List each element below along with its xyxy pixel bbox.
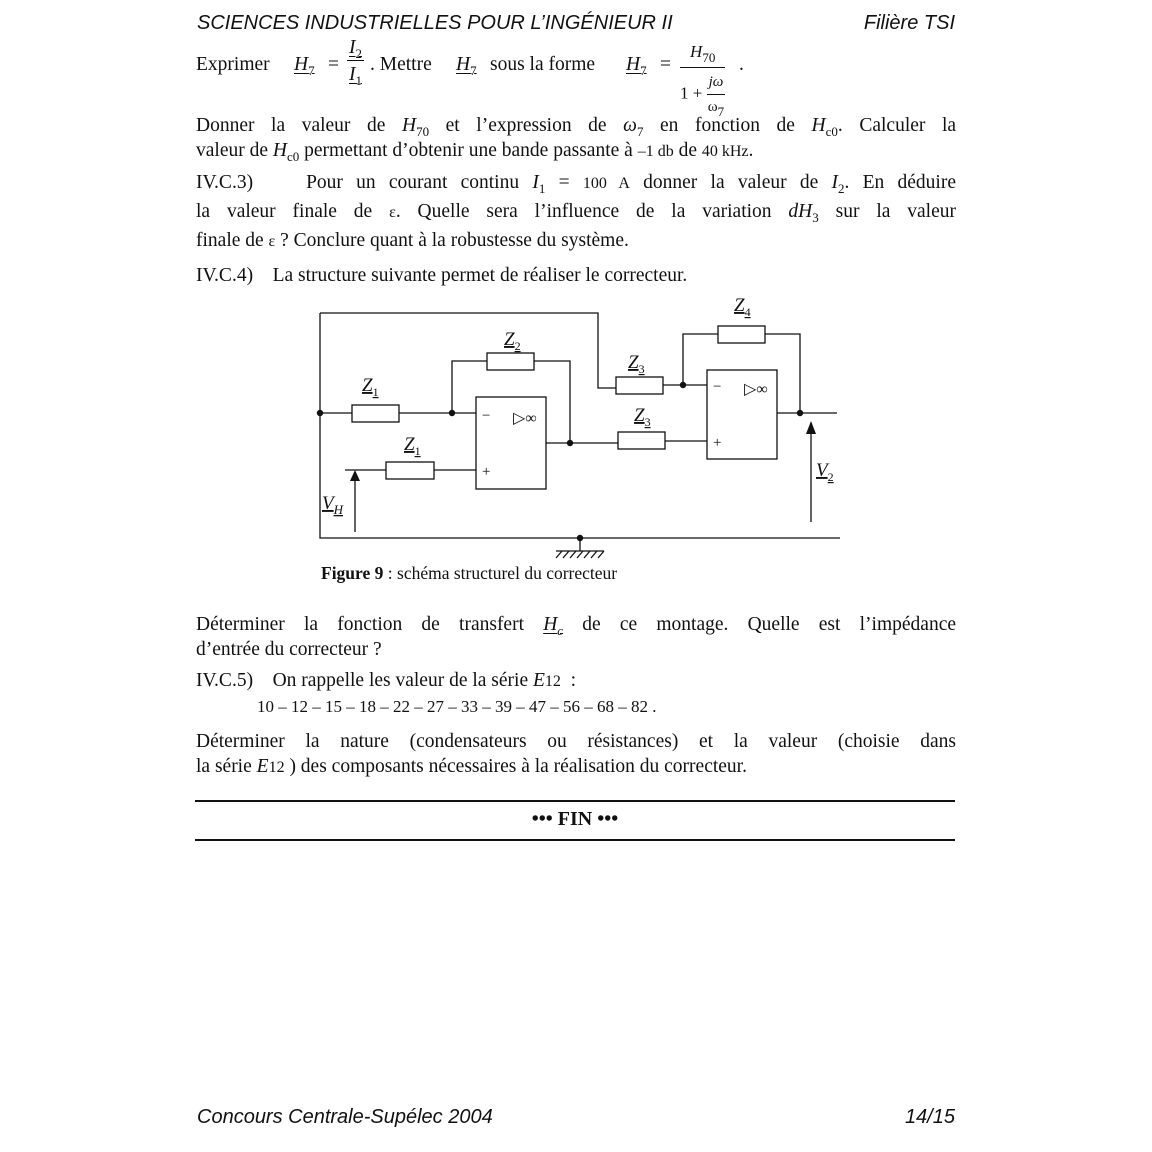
- text-mettre: . Mettre: [370, 54, 432, 75]
- paragraph-components-line2: la série E12 ) des composants nécessaires à la réalisation du correcteur.: [196, 756, 747, 777]
- ground-symbol: [556, 551, 604, 558]
- fraction-h70: $H_{70}$ 1 + $\frac{j\omega}{\omega_7}$: [680, 42, 725, 119]
- equals-sign: =: [660, 54, 671, 75]
- fraction-i2-i1: $\frac{I_2}{I_1}$: [349, 37, 362, 88]
- paragraph-components-line1: Déterminer la nature (condensateurs ou résistances) et la valeur (choisie dans: [196, 731, 956, 752]
- question-label: IV.C.4): [196, 265, 254, 286]
- equals-sign: =: [328, 54, 339, 75]
- paragraph-h70-line2: valeur de $H_{c0}$ permettant d’obtenir une bande passante à –1 db de 40 kHz.: [196, 140, 754, 164]
- question-ivc3-line2: la valeur finale de ε. Quelle sera l’influence de la variation $dH_3$ sur la valeur: [196, 201, 956, 225]
- footer-exam: Concours Centrale-Supélec 2004: [197, 1106, 493, 1128]
- label-z1-top: $Z_1$: [362, 375, 379, 399]
- end-marker: ••• FIN •••: [531, 808, 619, 830]
- label-z4: $Z_4$: [734, 295, 751, 319]
- resistor-z3-bottom: [618, 432, 665, 449]
- opamp1-minus: −: [482, 408, 491, 424]
- resistor-z2: [487, 353, 534, 370]
- footer-page-number: 14/15: [904, 1106, 955, 1128]
- label-v2: $V_2$: [816, 460, 834, 484]
- label-z3-bottom: $Z_3$: [634, 405, 651, 429]
- label-z2: $Z_2$: [504, 329, 521, 353]
- divider-top: [195, 800, 955, 802]
- e12-series: 10 – 12 – 15 – 18 – 22 – 27 – 33 – 39 – 47 – 56 – 68 – 82 .: [257, 697, 657, 716]
- symbol-h7: $H_7$: [626, 54, 647, 78]
- label-z1-bottom: $Z_1$: [404, 434, 421, 458]
- resistor-z1-bottom: [386, 462, 434, 479]
- question-ivc3-line3: finale de ε ? Conclure quant à la robustesse du système.: [196, 230, 629, 251]
- label-z3-top: $Z_3$: [628, 352, 645, 376]
- wire-left-ground: [320, 313, 840, 538]
- resistor-z3-top: [616, 377, 663, 394]
- question-ivc3-line1: IV.C.3) Pour un courant continu $I_1 = 100$ A donner la valeur de $I_2$. En déduire: [196, 172, 957, 196]
- question-ivc5: IV.C.5) On rappelle les valeur de la série E12 :: [196, 670, 577, 691]
- header-title: SCIENCES INDUSTRIELLES POUR L’INGÉNIEUR II: [197, 12, 673, 34]
- resistor-z4: [718, 326, 765, 343]
- question-ivc4: IV.C.4) La structure suivante permet de réaliser le correcteur.: [196, 265, 688, 286]
- opamp2-minus: −: [713, 379, 722, 395]
- figure-caption: Figure 9 : schéma structurel du correcteur: [321, 563, 618, 583]
- opamp1-plus: +: [482, 464, 491, 480]
- symbol-h7: $H_7$: [456, 54, 477, 78]
- opamp2-plus: +: [713, 435, 722, 451]
- symbol-h7: $H_7$: [294, 54, 315, 78]
- divider-bottom: [195, 839, 955, 841]
- text-sous-la-forme: sous la forme: [490, 54, 596, 75]
- paragraph-h70: Donner la valeur de $H_{70}$ et l’expression de $\omega_7$ en fonction de $H_{c0}$. Calculer la: [196, 115, 957, 139]
- opamp2-symbol: ▷∞: [744, 381, 768, 398]
- opamp1-symbol: ▷∞: [513, 410, 537, 427]
- header-section: Filière TSI: [863, 12, 955, 34]
- label-vh: $V_H$: [322, 493, 343, 517]
- question-label: IV.C.3): [196, 172, 254, 193]
- paragraph-transfer-line2: d’entrée du correcteur ?: [196, 639, 382, 660]
- text-exprimer: Exprimer: [196, 54, 270, 75]
- circuit-diagram: [300, 288, 860, 588]
- paragraph-transfer-line1: Déterminer la fonction de transfert $H_c$ de ce montage. Quelle est l’impédance: [196, 614, 957, 638]
- text-dot: .: [739, 54, 744, 75]
- question-label: IV.C.5): [196, 670, 254, 691]
- resistor-z1-top: [352, 405, 399, 422]
